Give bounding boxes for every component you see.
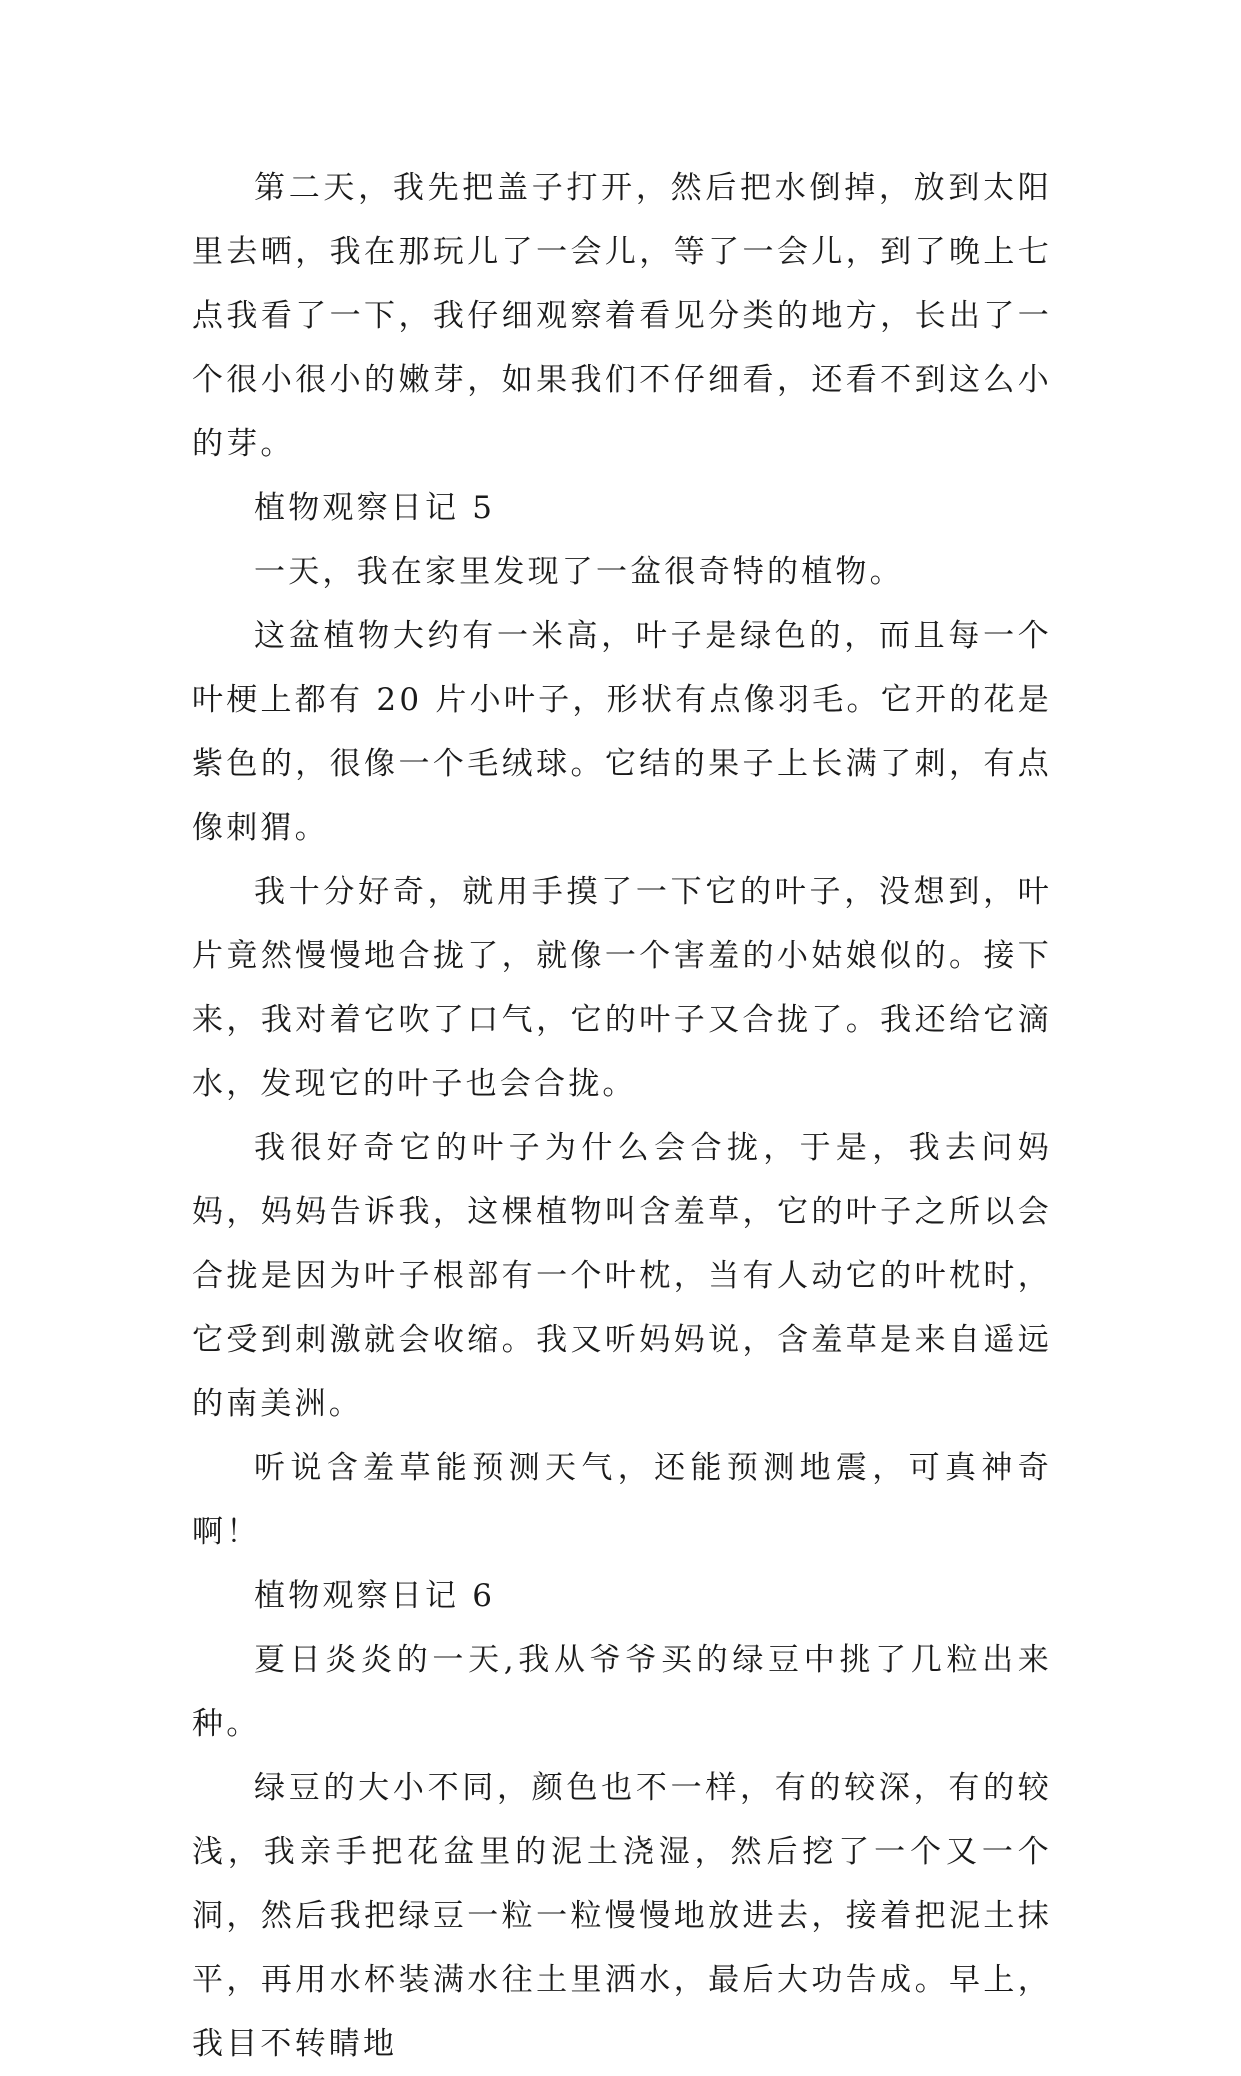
paragraph: 夏日炎炎的一天,我从爷爷买的绿豆中挑了几粒出来种。 xyxy=(192,1642,1052,1742)
paragraph: 第二天，我先把盖子打开，然后把水倒掉，放到太阳里去晒，我在那玩儿了一会儿，等了一会儿，到了晚上七点我看了一下，我仔细观察着看见分类的地方，长出了一个很小很小的嫩芽，如果我们不仔细看，还看不到这么小的芽。 xyxy=(192,170,1052,462)
document-body xyxy=(192,156,1052,2076)
paragraph: 一天，我在家里发现了一盆很奇特的植物。 xyxy=(254,554,904,590)
paragraph: 我十分好奇，就用手摸了一下它的叶子，没想到，叶片竟然慢慢地合拢了，就像一个害羞的小姑娘似的。接下来，我对着它吹了口气，它的叶子又合拢了。我还给它滴水，发现它的叶子也会合拢。 xyxy=(192,874,1052,1102)
section-heading: 植物观察日记 6 xyxy=(254,1578,496,1614)
paragraph: 绿豆的大小不同，颜色也不一样，有的较深，有的较浅，我亲手把花盆里的泥土浇湿，然后挖了一个又一个洞，然后我把绿豆一粒一粒慢慢地放进去，接着把泥土抹平，再用水杯装满水往土里洒水，最后大功告成。早上，我目不转睛地 xyxy=(192,1770,1052,2062)
paragraph: 听说含羞草能预测天气，还能预测地震，可真神奇啊！ xyxy=(192,1450,1052,1550)
paragraph: 这盆植物大约有一米高，叶子是绿色的，而且每一个叶梗上都有 20 片小叶子，形状有点像羽毛。它开的花是紫色的，很像一个毛绒球。它结的果子上长满了刺，有点像刺猬。 xyxy=(192,618,1052,846)
paragraph: 我很好奇它的叶子为什么会合拢，于是，我去问妈妈，妈妈告诉我，这棵植物叫含羞草，它的叶子之所以会合拢是因为叶子根部有一个叶枕，当有人动它的叶枕时，它受到刺激就会收缩。我又听妈妈说，含羞草是来自遥远的南美洲。 xyxy=(192,1130,1052,1422)
section-heading: 植物观察日记 5 xyxy=(254,490,496,526)
